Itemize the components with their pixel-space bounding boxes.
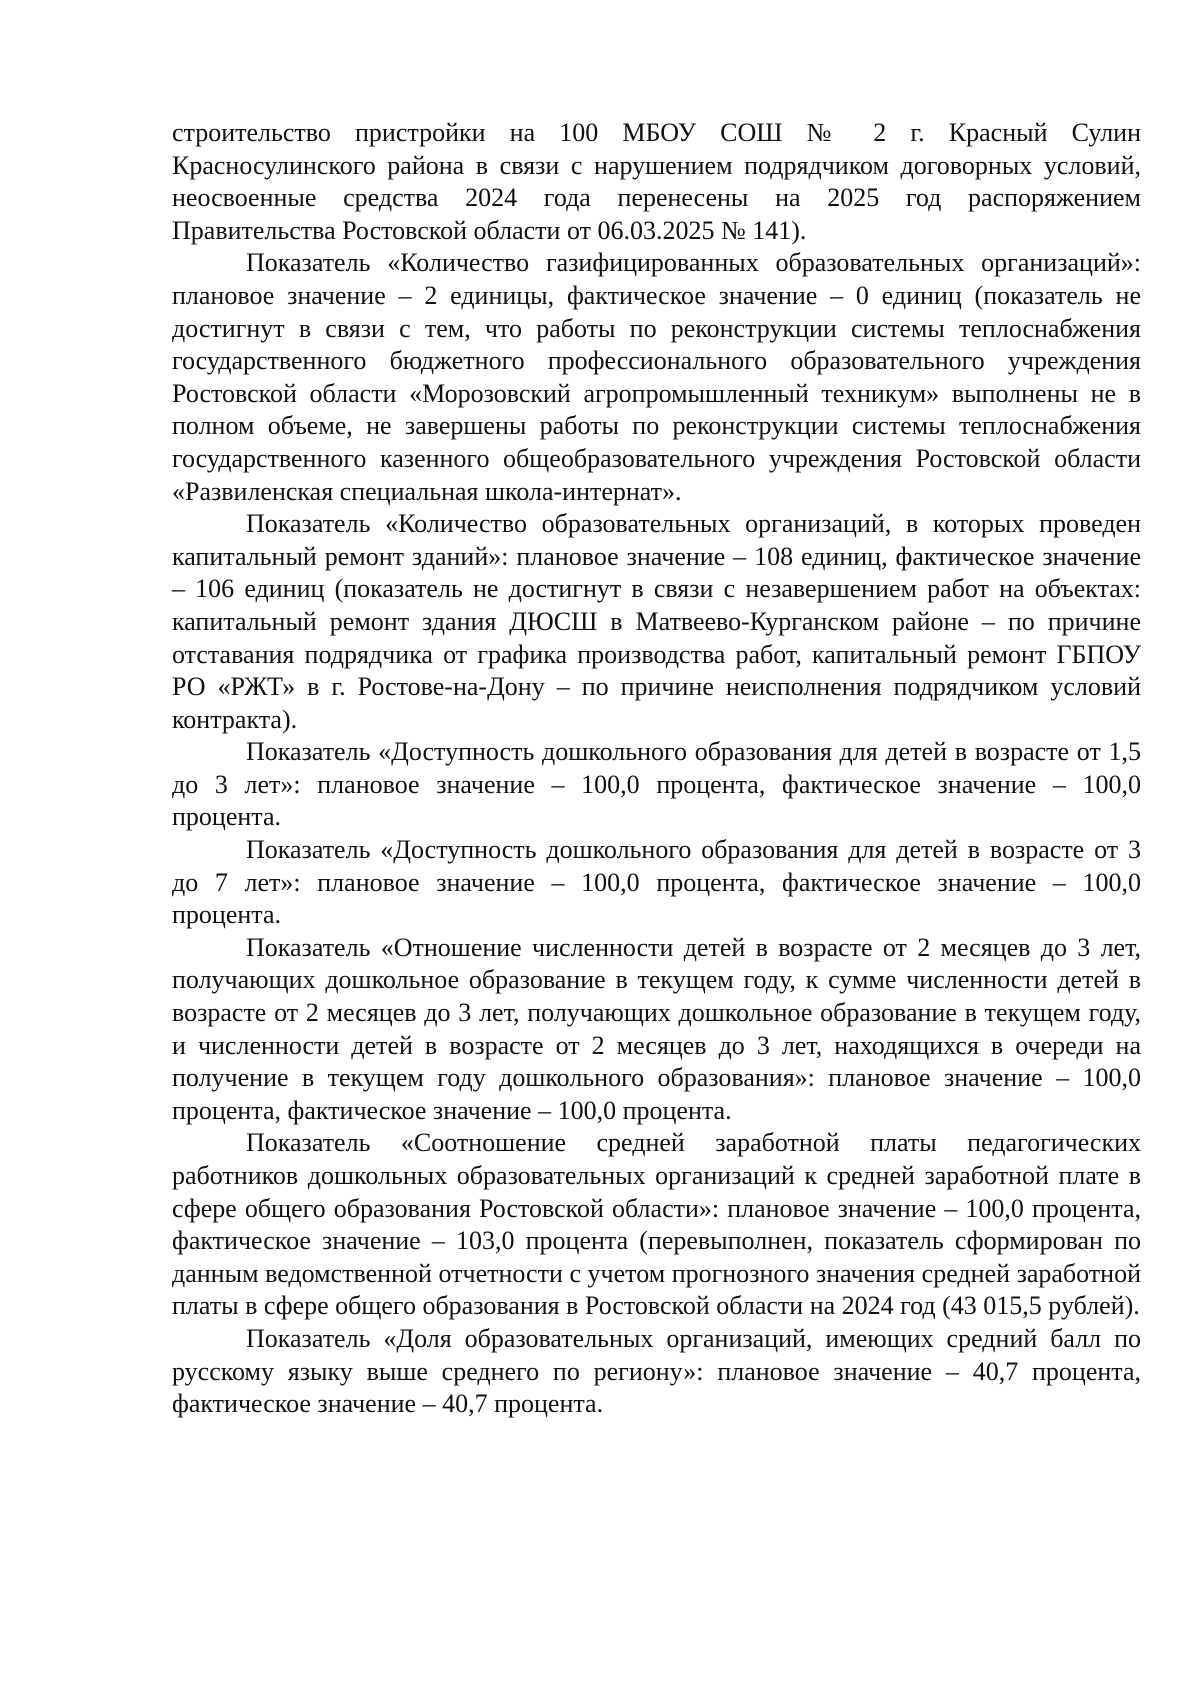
paragraph-salary-ratio: Показатель «Соотношение средней заработной платы педагогических работников дошкольных образовательных организаций к средней заработной плате в сфере общего образования Ростовской области»: плановое значение – 100,0 процента, фактическое значение – 103,0 процента (перевыполнен, показатель сформирован по данным ведомственной отчетности с учетом прогнозного значения средней заработной платы в сфере общего образования в Ростовской области на 2024 год (43 015,5 рублей). [172,1128,1141,1321]
paragraph-preschool-1-5-to-3: Показатель «Доступность дошкольного образования для детей в возрасте от 1,5 до 3 лет»: плановое значение – 100,0 процента, фактическое значение – 100,0 процента. [172,737,1141,832]
paragraph-capital-repair: Показатель «Количество образовательных организаций, в которых проведен капитальный ремонт зданий»: плановое значение – 108 единиц, фактическое значение – 106 единиц (показатель не достигнут в связи с незавершением работ на объектах: капитальный ремонт здания ДЮСШ в Матвеево-Курганском районе – по причине отставания подрядчика от графика производства работ, капитальный ремонт ГБПОУ РО «РЖТ» в г. Ростове-на-Дону – по причине неисполнения подрядчиком условий контракта). [172,509,1141,734]
paragraph-continuation: строительство пристройки на 100 МБОУ СОШ № 2 г. Красный Сулин Красносулинского района в связи с нарушением подрядчиком договорных условий, неосвоенные средства 2024 года перенесены на 2025 год распоряжением Правительства Ростовской области от 06.03.2025 № 141). [172,118,1141,245]
document-body [172,117,1141,1421]
paragraph-gasified-organizations: Показатель «Количество газифицированных образовательных организаций»: плановое значение – 2 единицы, фактическое значение – 0 единиц (показатель не достигнут в связи с тем, что работы по реконструкции системы теплоснабжения государственного бюджетного профессионального образовательного учреждения Ростовской области «Морозовский агропромышленный техникум» выполнены не в полном объеме, не завершены работы по реконструкции системы теплоснабжения государственного казенного общеобразовательного учреждения Ростовской области «Развиленская специальная школа-интернат». [172,248,1141,506]
paragraph-preschool-3-to-7: Показатель «Доступность дошкольного образования для детей в возрасте от 3 до 7 лет»: плановое значение – 100,0 процента, фактическое значение – 100,0 процента. [172,835,1141,930]
paragraph-russian-score: Показатель «Доля образовательных организаций, имеющих средний балл по русскому языку выше среднего по региону»: плановое значение – 40,7 процента, фактическое значение – 40,7 процента. [172,1323,1141,1419]
paragraph-children-ratio: Показатель «Отношение численности детей в возрасте от 2 месяцев до 3 лет, получающих дошкольное образование в текущем году, к сумме численности детей в возрасте от 2 месяцев до 3 лет, получающих дошкольное образование в текущем году, и численности детей в возрасте от 2 месяцев до 3 лет, находящихся в очереди на получение в текущем году дошкольного образования»: плановое значение – 100,0 процента, фактическое значение – 100,0 процента. [172,932,1141,1125]
